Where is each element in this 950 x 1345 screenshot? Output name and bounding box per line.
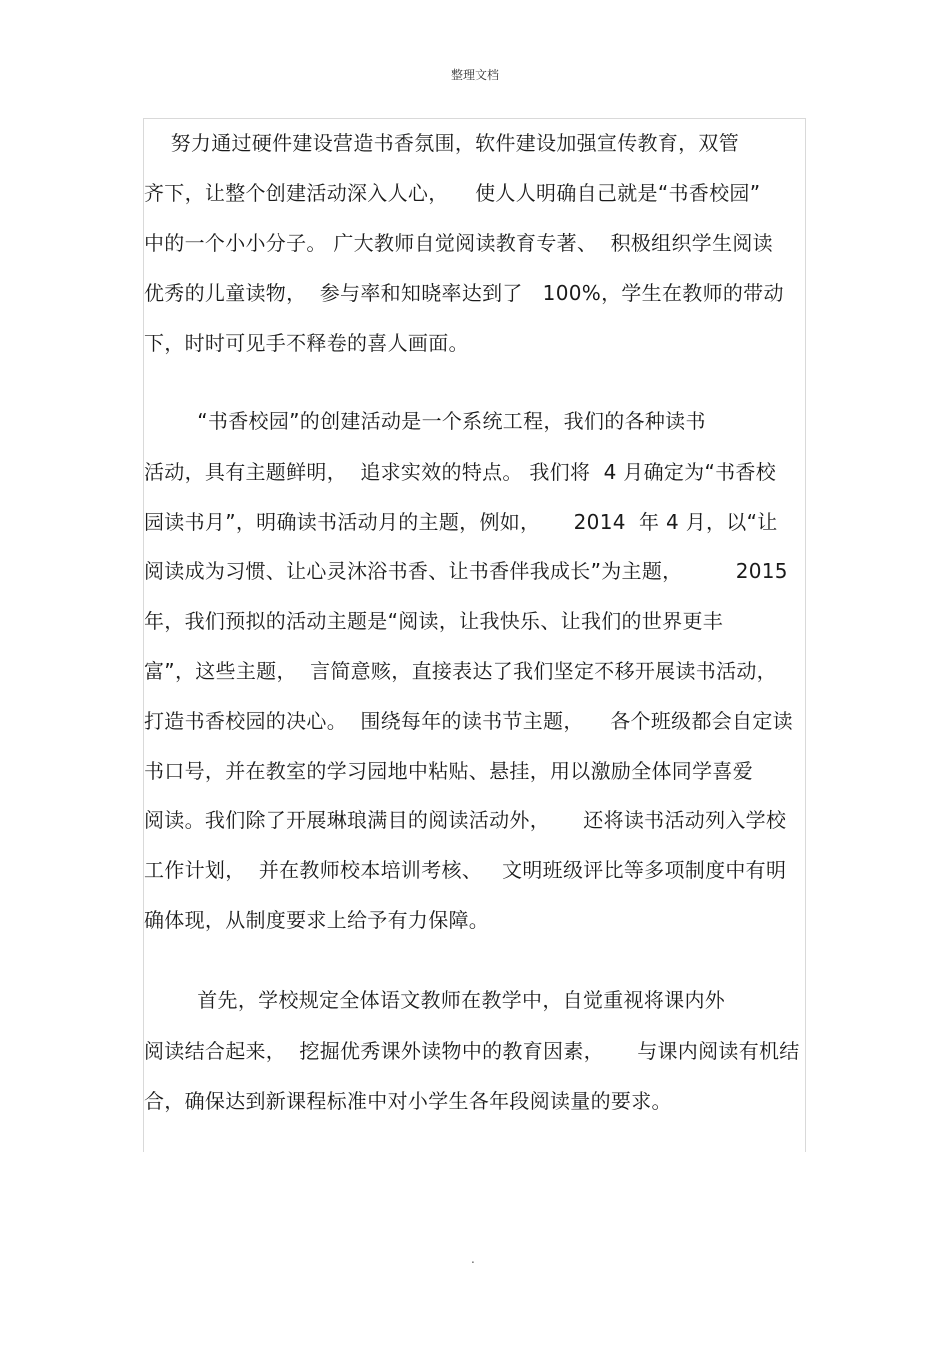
paragraph-3-line-1: 首先，学校规定全体语文教师在教学中，自觉重视将课内外 [144,988,726,1012]
footer-mark: . [471,1252,475,1266]
paragraph-2-line-5: 年，我们预拟的活动主题是“阅读，让我快乐、让我们的世界更丰 [144,609,724,633]
paragraph-2-line-4: 阅读成为习惯、让心灵沐浴书香、让书香伴我成长”为主题， 2015 [144,559,788,583]
paragraph-3-line-3: 合，确保达到新课程标准中对小学生各年段阅读量的要求。 [144,1089,672,1113]
paragraph-3-line-2: 阅读结合起来， 挖掘优秀课外读物中的教育因素， 与课内阅读有机结 [144,1039,800,1063]
paragraph-1-line-2: 齐下，让整个创建活动深入人心， 使人人明确自己就是“书香校园” [144,181,761,205]
paragraph-2-line-2: 活动，具有主题鲜明， 追求实效的特点。 我们将 4 月确定为“书香校 [144,460,777,484]
paragraph-2-line-6: 富”，这些主题， 言简意赅，直接表达了我们坚定不移开展读书活动， [144,659,777,683]
paragraph-2-line-9: 阅读。我们除了开展琳琅满目的阅读活动外， 还将读书活动列入学校 [144,808,787,832]
paragraph-2-line-10: 工作计划， 并在教师校本培训考核、 文明班级评比等多项制度中有明 [144,858,787,882]
paragraph-1-line-1: 努力通过硬件建设营造书香氛围，软件建设加强宣传教育，双管 [144,131,740,155]
paragraph-2-line-3: 园读书月”，明确读书活动月的主题，例如， 2014 年 4 月，以“让 [144,510,778,534]
paragraph-1-line-3: 中的一个小小分子。 广大教师自觉阅读教育专著、 积极组织学生阅读 [144,231,773,255]
paragraph-1-line-4: 优秀的儿童读物， 参与率和知晓率达到了 100%，学生在教师的带动 [144,281,784,305]
paragraph-2-line-11: 确体现，从制度要求上给予有力保障。 [144,908,490,932]
paragraph-2-line-8: 书口号，并在教室的学习园地中粘贴、悬挂，用以激励全体同学喜爱 [144,759,753,783]
page-header: 整理文档 [450,68,499,82]
paragraph-1-line-5: 下，时时可见手不释卷的喜人画面。 [144,331,469,355]
paragraph-2-line-1: “书香校园”的创建活动是一个系统工程，我们的各种读书 [144,409,706,433]
paragraph-2-line-7: 打造书香校园的决心。 围绕每年的读书节主题， 各个班级都会自定读 [144,709,793,733]
